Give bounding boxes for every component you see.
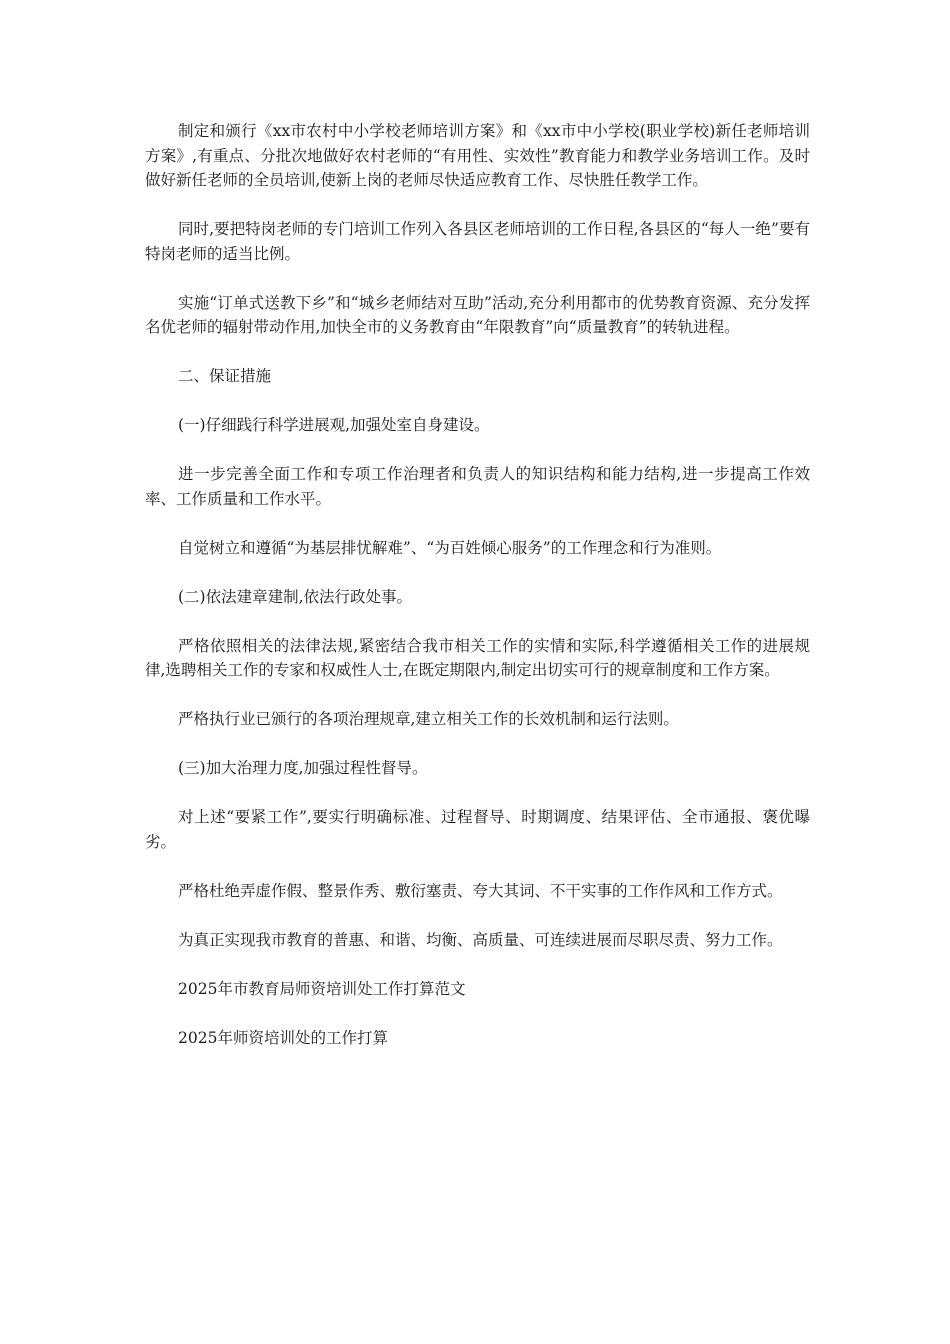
paragraph-enforce-rules: 严格执行业已颁行的各项治理规章,建立相关工作的长效机制和运行法则。 — [178, 710, 679, 728]
paragraph-goal: 为真正实现我市教育的普惠、和谐、均衡、高质量、可连续进展而尽职尽责、努力工作。 — [178, 930, 783, 949]
subheading-three: (三)加大治理力度,加强过程性督导。 — [178, 759, 428, 777]
paragraph-special-post-teachers: 同时,要把特岗老师的专门培训工作列入各县区老师培训的工作日程,各县区的“每人一绝”要有特岗老师的适当比例。 — [145, 220, 810, 263]
paragraph-supervision: 对上述“要紧工作”,要实行明确标准、过程督导、时期调度、结果评估、全市通报、褒优曝劣。 — [145, 808, 810, 851]
paragraph-work-philosophy: 自觉树立和遵循“为基层排忧解难”、“为百姓倾心服务”的工作理念和行为准则。 — [178, 538, 722, 557]
subheading-one: (一)仔细践行科学进展观,加强处室自身建设。 — [178, 416, 490, 434]
paragraph-laws-regulations: 严格依照相关的法律法规,紧密结合我市相关工作的实情和实际,科学遵循相关工作的进展规律,选聘相关工作的专家和权威性人士,在既定期限内,制定出切实可行的规章制度和工作方案。 — [145, 636, 810, 679]
subheading-two: (二)依法建章建制,依法行政处事。 — [178, 587, 413, 606]
paragraph-send-teaching: 实施“订单式送教下乡”和“城乡老师结对互助”活动,充分利用都市的优势教育资源、充分发挥名优老师的辐射带动作用,加快全市的义务教育由“年限教育”向“质量教育”的转轨进程。 — [145, 293, 810, 336]
paragraph-work-style: 严格杜绝弄虚作假、整景作秀、敷衍塞责、夸大其词、不干实事的工作作风和工作方式。 — [178, 881, 783, 900]
document-body — [145, 119, 810, 1075]
paragraph-improve-structure: 进一步完善全面工作和专项工作治理者和负责人的知识结构和能力结构,进一步提高工作效率、工作质量和工作水平。 — [145, 465, 810, 508]
section-heading-guarantee: 二、保证措施 — [178, 367, 272, 385]
title-plan: 2025年师资培训处的工作打算 — [178, 1028, 388, 1047]
title-plan-sample: 2025年市教育局师资培训处工作打算范文 — [178, 979, 466, 998]
paragraph-training-plans: 制定和颁行《xx市农村中小学校老师培训方案》和《xx市中小学校(职业学校)新任老师培训方案》,有重点、分批次地做好农村老师的“有用性、实效性”教育能力和教学业务培训工作。及时做好新任老师的全员培训,使新上岗的老师尽快适应教育工作、尽快胜任教学工作。 — [145, 122, 810, 189]
